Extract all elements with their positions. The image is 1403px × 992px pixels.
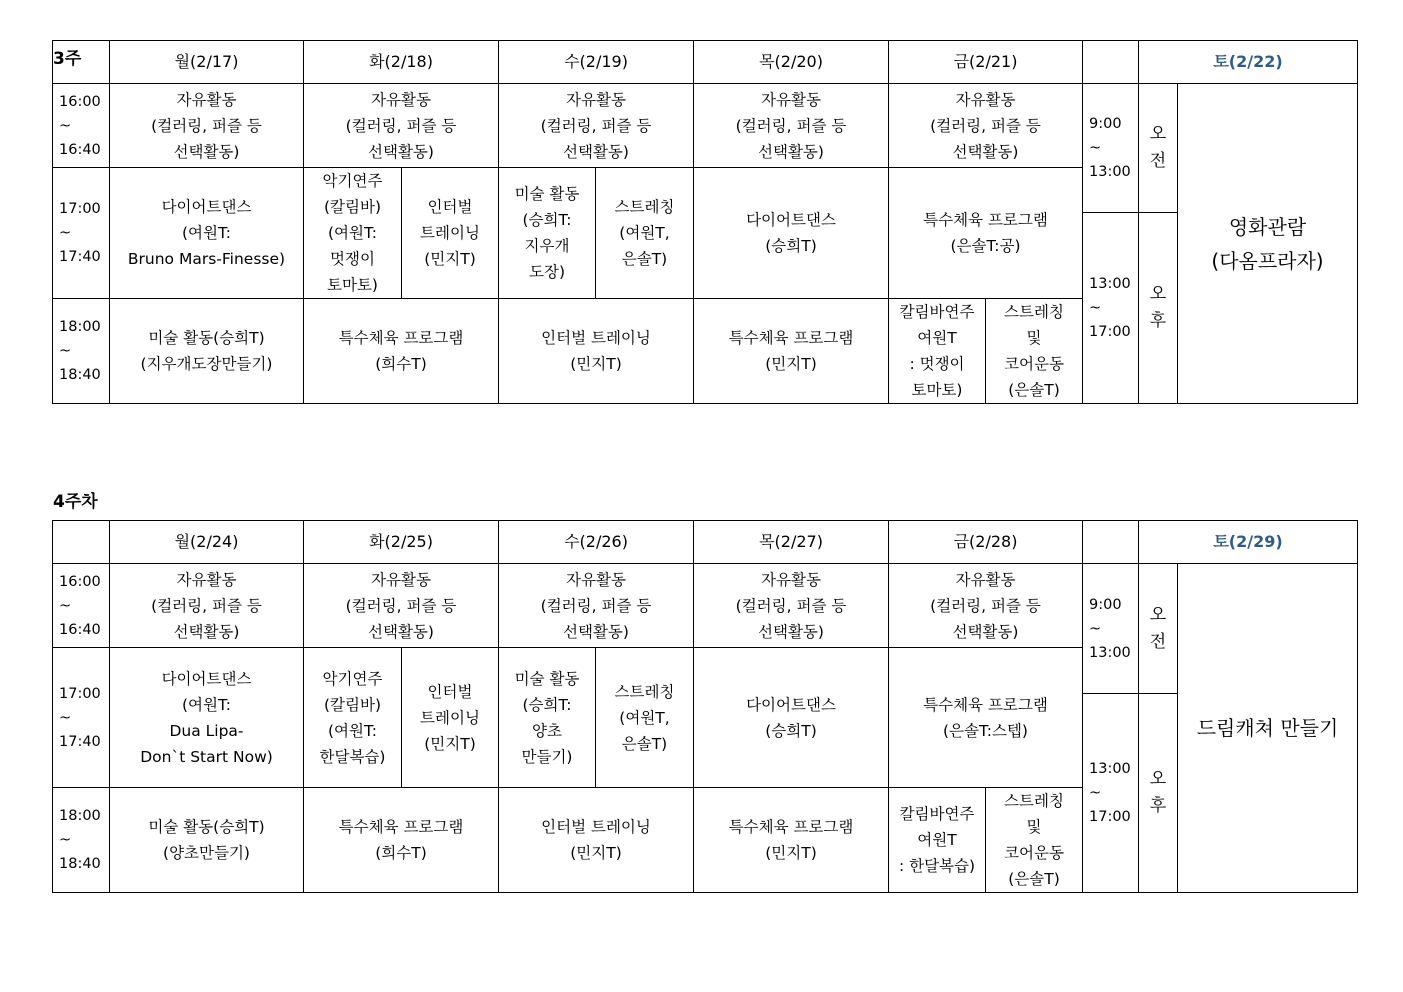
cell-line: 후 — [1149, 311, 1167, 331]
cell-line: (여원T: — [328, 224, 377, 242]
cell-line: ~ — [59, 832, 72, 848]
cell-line: (컬러링, 퍼즐 등 — [735, 596, 847, 615]
cell-line: 은솔T) — [621, 250, 668, 268]
time-slot — [53, 168, 110, 299]
cell-line: 자유활동 — [955, 90, 1016, 109]
time-slot — [53, 84, 110, 168]
cell-line: (지우개도장만들기) — [140, 355, 273, 373]
cell-line: (승희T: — [522, 695, 572, 714]
cell-line: 악기연주 — [322, 172, 383, 190]
activity-cell — [304, 168, 402, 299]
cell-line: (컬러링, 퍼즐 등 — [151, 116, 262, 135]
cell-line: 16:40 — [59, 621, 101, 638]
corner-cell — [53, 41, 110, 84]
cell-line: 16:00 — [59, 573, 101, 590]
sat-afternoon-label — [1139, 213, 1178, 404]
cell-line: 9:00 — [1089, 116, 1122, 132]
cell-line: 코어운동 — [1004, 844, 1064, 862]
cell-line: 16:00 — [59, 93, 101, 110]
cell-line: 만들기) — [521, 747, 573, 766]
sat-morning-label — [1139, 84, 1178, 213]
cell-line: (컬러링, 퍼즐 등 — [345, 596, 457, 615]
cell-line: (민지T) — [570, 844, 622, 862]
cell-line: 은솔T) — [621, 734, 668, 753]
cell-line: ~ — [59, 225, 72, 241]
cell-line: 특수체육 프로그램 — [923, 695, 1048, 714]
cell-line: 17:00 — [1089, 324, 1131, 340]
activity-cell — [596, 168, 694, 299]
activity-cell — [499, 564, 694, 648]
activity-cell — [402, 648, 499, 788]
cell-line: 인터벌 — [427, 682, 473, 701]
time-slot — [53, 299, 110, 404]
cell-line: 다이어트댄스 — [746, 211, 836, 229]
cell-line: 13:00 — [1089, 276, 1131, 292]
cell-line: (컬러링, 퍼즐 등 — [151, 596, 262, 615]
cell-line: 선택활동) — [952, 622, 1019, 641]
cell-line: 인터벌 트레이닝 — [541, 329, 651, 347]
cell-line: (여원T: — [328, 721, 377, 740]
activity-cell — [889, 299, 986, 404]
activity-cell — [110, 788, 304, 893]
cell-line: 16:40 — [59, 141, 101, 158]
cell-line: 선택활동) — [173, 142, 240, 161]
cell-line: (희수T) — [375, 844, 427, 862]
day-header: 월(2/17) — [110, 41, 304, 84]
day-header-saturday: 토(2/29) — [1139, 521, 1358, 564]
cell-line: 18:40 — [59, 856, 101, 872]
cell-line: 미술 활동(승희T) — [148, 329, 265, 347]
saturday-activity — [1178, 84, 1358, 404]
cell-line: 인터벌 — [427, 198, 473, 216]
activity-cell — [694, 168, 889, 299]
day-header: 화(2/25) — [304, 521, 499, 564]
cell-line: ~ — [59, 117, 72, 134]
cell-line: 영화관람 — [1228, 214, 1307, 239]
cell-line: (컬러링, 퍼즐 등 — [540, 596, 652, 615]
cell-line: 17:40 — [59, 733, 101, 750]
sat-time-slot — [1083, 213, 1139, 404]
activity-cell — [304, 648, 402, 788]
sat-time-header — [1083, 521, 1139, 564]
cell-line: 스트레칭 — [614, 198, 675, 216]
cell-line: (승희T) — [765, 237, 817, 255]
activity-cell — [499, 788, 694, 893]
activity-cell — [889, 648, 1083, 788]
cell-line: 여원T — [917, 831, 957, 849]
cell-line: Don`t Start Now) — [140, 747, 273, 766]
cell-line: 자유활동 — [566, 570, 626, 589]
time-slot — [53, 788, 110, 893]
activity-cell — [304, 299, 499, 404]
cell-line: 오 — [1149, 604, 1167, 625]
cell-line: (다옴프라자) — [1211, 248, 1324, 273]
week-title: 3주 — [53, 49, 82, 69]
cell-line: 선택활동) — [563, 142, 629, 161]
cell-line: 스트레칭 — [1004, 303, 1064, 321]
cell-line: ~ — [1089, 620, 1102, 637]
cell-line: 17:00 — [59, 201, 101, 217]
activity-cell — [889, 84, 1083, 168]
cell-line: (컬러링, 퍼즐 등 — [930, 116, 1041, 135]
cell-line: 자유활동 — [761, 90, 821, 109]
cell-line: 및 — [1026, 329, 1042, 347]
cell-line: 18:00 — [59, 808, 101, 824]
cell-line: 다이어트댄스 — [161, 198, 252, 216]
cell-line: (민지T) — [570, 355, 622, 373]
cell-line: 오 — [1149, 769, 1167, 789]
cell-line: 13:00 — [1089, 164, 1131, 180]
cell-line: (컬러링, 퍼즐 등 — [540, 116, 652, 135]
cell-line: 13:00 — [1089, 761, 1131, 777]
activity-cell — [694, 648, 889, 788]
activity-cell — [304, 564, 499, 648]
cell-line: 특수체육 프로그램 — [338, 329, 464, 347]
cell-line: 및 — [1026, 818, 1042, 836]
activity-cell — [694, 299, 889, 404]
cell-line: 칼림바연주 — [899, 805, 975, 823]
cell-line: (은솔T:스텝) — [943, 721, 1028, 740]
activity-cell — [110, 299, 304, 404]
time-slot — [53, 648, 110, 788]
activity-cell — [596, 648, 694, 788]
cell-line: 미술 활동 — [514, 669, 580, 688]
cell-line: 스트레칭 — [614, 682, 675, 701]
cell-line: 자유활동 — [761, 570, 821, 589]
cell-line: 자유활동 — [176, 90, 237, 109]
cell-line: 양초 — [532, 721, 562, 740]
cell-line: 13:00 — [1089, 644, 1131, 661]
activity-cell — [499, 299, 694, 404]
cell-line: (승희T) — [765, 721, 817, 740]
day-header: 수(2/19) — [499, 41, 694, 84]
cell-line: 17:00 — [1089, 809, 1131, 825]
day-header: 수(2/26) — [499, 521, 694, 564]
activity-cell — [694, 84, 889, 168]
cell-line: 특수체육 프로그램 — [338, 818, 464, 836]
cell-line: 트레이닝 — [420, 224, 480, 242]
cell-line: 선택활동) — [758, 622, 824, 641]
activity-cell — [110, 168, 304, 299]
day-header: 금(2/28) — [889, 521, 1083, 564]
cell-line: (민지T) — [765, 355, 817, 373]
activity-cell — [402, 168, 499, 299]
cell-line: Bruno Mars-Finesse) — [127, 250, 286, 268]
cell-line: (민지T) — [424, 250, 476, 268]
cell-line: (칼림바) — [323, 695, 381, 714]
cell-line: ~ — [59, 597, 72, 614]
cell-line: 17:00 — [59, 685, 101, 702]
cell-line: 자유활동 — [371, 570, 431, 589]
cell-line: 인터벌 트레이닝 — [541, 818, 651, 836]
cell-line: 선택활동) — [368, 142, 434, 161]
cell-line: ~ — [59, 709, 72, 726]
activity-cell — [499, 168, 596, 299]
cell-line: 미술 활동(승희T) — [148, 818, 265, 836]
cell-line: (민지T) — [765, 844, 817, 862]
sat-time-slot — [1083, 84, 1139, 213]
sat-afternoon-label — [1139, 694, 1178, 893]
cell-line: 선택활동) — [952, 142, 1019, 161]
cell-line: 후 — [1149, 796, 1167, 816]
cell-line: (여원T: — [182, 695, 231, 714]
activity-cell — [304, 788, 499, 893]
cell-line: 18:40 — [59, 367, 101, 383]
cell-line: ~ — [59, 343, 72, 359]
time-slot — [53, 564, 110, 648]
cell-line: (승희T: — [522, 211, 572, 229]
saturday-activity — [1178, 564, 1358, 893]
cell-line: ~ — [1089, 140, 1102, 156]
cell-line: 토마토) — [327, 276, 378, 294]
sat-time-slot — [1083, 694, 1139, 893]
cell-line: 전 — [1149, 631, 1167, 652]
sat-morning-label — [1139, 564, 1178, 694]
cell-line: 트레이닝 — [420, 708, 480, 727]
cell-line: 선택활동) — [368, 622, 434, 641]
cell-line: 선택활동) — [758, 142, 824, 161]
cell-line: (은솔T) — [1008, 381, 1060, 399]
activity-cell — [110, 84, 304, 168]
cell-line: (희수T) — [375, 355, 427, 373]
corner-cell — [53, 521, 110, 564]
cell-line: (여원T: — [182, 224, 231, 242]
day-header: 화(2/18) — [304, 41, 499, 84]
cell-line: (컬러링, 퍼즐 등 — [345, 116, 457, 135]
cell-line: 미술 활동 — [514, 185, 580, 203]
cell-line: : 멋쟁이 — [909, 355, 965, 373]
activity-cell — [499, 84, 694, 168]
activity-cell — [889, 168, 1083, 299]
cell-line: 지우개 — [524, 237, 570, 255]
day-header: 금(2/21) — [889, 41, 1083, 84]
cell-line: (민지T) — [424, 734, 476, 753]
activity-cell — [694, 788, 889, 893]
cell-line: 9:00 — [1089, 596, 1122, 613]
cell-line: (은솔T) — [1008, 870, 1060, 888]
cell-line: 여원T — [917, 329, 957, 347]
cell-line: 한달복습) — [319, 747, 386, 766]
week-title: 4주차 — [53, 492, 98, 512]
cell-line: (여원T, — [619, 708, 670, 727]
cell-line: 토마토) — [911, 381, 963, 399]
schedule-table — [52, 40, 1358, 404]
activity-cell — [986, 788, 1083, 893]
cell-line: 다이어트댄스 — [746, 695, 836, 714]
cell-line: 전 — [1149, 151, 1167, 171]
cell-line: 오 — [1149, 284, 1167, 304]
cell-line: 자유활동 — [955, 570, 1016, 589]
cell-line: ~ — [1089, 300, 1102, 316]
cell-line: 특수체육 프로그램 — [728, 329, 854, 347]
cell-line: (은솔T:공) — [950, 237, 1021, 255]
cell-line: (여원T, — [619, 224, 670, 242]
schedule-table — [52, 520, 1358, 893]
cell-line: 멋쟁이 — [330, 250, 375, 268]
cell-line: (컬러링, 퍼즐 등 — [930, 596, 1041, 615]
activity-cell — [110, 564, 304, 648]
cell-line: : 한달복습) — [898, 857, 976, 875]
cell-line: (양초만들기) — [163, 844, 250, 862]
cell-line: 자유활동 — [371, 90, 431, 109]
cell-line: 도장) — [529, 263, 565, 281]
cell-line: 18:00 — [59, 319, 101, 335]
cell-line: 오 — [1149, 124, 1167, 144]
cell-line: (컬러링, 퍼즐 등 — [735, 116, 847, 135]
activity-cell — [304, 84, 499, 168]
activity-cell — [889, 788, 986, 893]
activity-cell — [889, 564, 1083, 648]
sat-time-slot — [1083, 564, 1139, 694]
day-header: 목(2/20) — [694, 41, 889, 84]
cell-line: 특수체육 프로그램 — [728, 818, 854, 836]
cell-line: ~ — [1089, 785, 1102, 801]
activity-cell — [986, 299, 1083, 404]
cell-line: 자유활동 — [566, 90, 626, 109]
cell-line: 칼림바연주 — [899, 303, 975, 321]
cell-line: 다이어트댄스 — [161, 669, 252, 688]
activity-cell — [110, 648, 304, 788]
cell-line: 17:40 — [59, 249, 101, 265]
day-header: 월(2/24) — [110, 521, 304, 564]
cell-line: 스트레칭 — [1004, 792, 1064, 810]
cell-line: 드림캐쳐 만들기 — [1196, 716, 1339, 740]
cell-line: (칼림바) — [323, 198, 381, 216]
day-header-saturday: 토(2/22) — [1139, 41, 1358, 84]
cell-line: 자유활동 — [176, 570, 237, 589]
cell-line: 코어운동 — [1004, 355, 1064, 373]
cell-line: 선택활동) — [563, 622, 629, 641]
cell-line: 특수체육 프로그램 — [923, 211, 1048, 229]
activity-cell — [499, 648, 596, 788]
activity-cell — [694, 564, 889, 648]
cell-line: 악기연주 — [322, 669, 383, 688]
cell-line: 선택활동) — [173, 622, 240, 641]
day-header: 목(2/27) — [694, 521, 889, 564]
cell-line: Dua Lipa- — [169, 721, 244, 740]
sat-time-header — [1083, 41, 1139, 84]
